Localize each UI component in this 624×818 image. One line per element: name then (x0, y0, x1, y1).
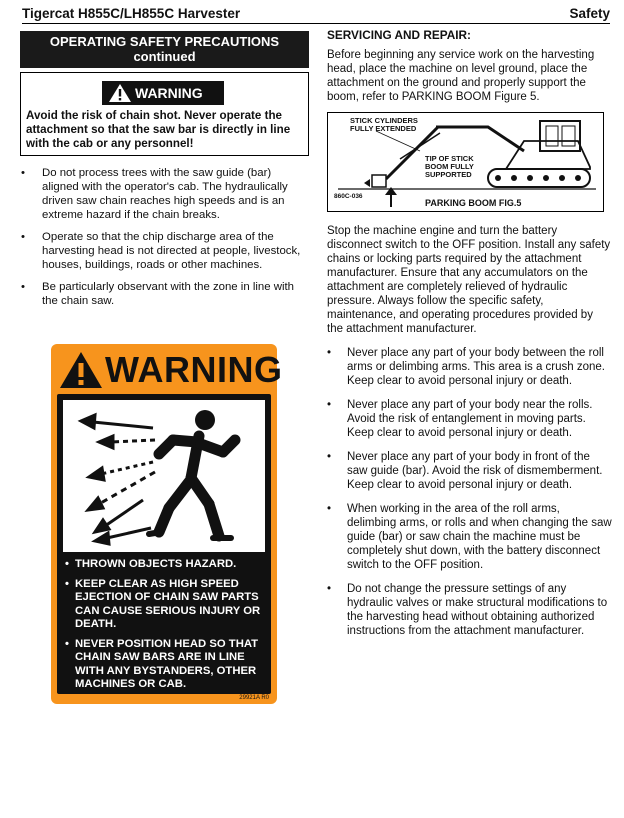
thrown-objects-person-icon (63, 400, 265, 552)
warning-label (102, 81, 224, 105)
decal-panel (57, 394, 271, 694)
section-title (20, 31, 309, 68)
warning-label-text: WARNING (135, 85, 203, 101)
servicing-paragraph: Before beginning any service work on the harvesting head, place the machine on level ground, place the attachment on the ground and properly support the boom, refer to PARKING BOOM Figure 5. (327, 49, 595, 103)
page-header (22, 6, 610, 24)
section-title-continued: continued (133, 49, 196, 64)
decal-item: • NEVER POSITION HEAD SO THAT CHAIN SAW BARS ARE IN LINE WITH ANY BYSTANDERS, OTHER MACHINES OR CAB. (65, 637, 259, 690)
document-title: Tigercat H855C/LH855C Harvester (22, 6, 241, 21)
decal-header (57, 348, 283, 392)
figure-label-tip: TIP OF STICK BOOM FULLY SUPPORTED (425, 154, 474, 179)
parking-boom-figure (327, 112, 604, 212)
warning-decal (51, 344, 283, 704)
warning-triangle-icon (59, 351, 103, 389)
list-item: • Never place any part of your body near the rolls. Avoid the risk of entanglement in moving parts. Keep clear to avoid personal injury or death. (327, 399, 593, 439)
decal-part-code: 29921A R0 (239, 695, 269, 701)
list-item: • When working in the area of the roll arms, delimbing arms, or rolls and when changing the saw guide (bar) or saw chain the machine must be completely shut down, with the battery disconnect switch to the OFF position. (327, 503, 612, 571)
warning-triangle-icon (108, 83, 132, 103)
right-bullet-list (327, 346, 612, 648)
list-item: • Do not process trees with the saw guide (bar) aligned with the operator's cab. The hydraulically driven saw chain reaches high speeds and is an extreme hazard if the chain breaks. (21, 167, 288, 221)
shutdown-paragraph: Stop the machine engine and turn the battery disconnect switch to the OFF position. Install any safety chains or locking parts required by the attachment manufacturer. Ensure that any accumulators on the attachment are completely relieved of hydraulic pressure. Always follow the specific safety, maintenance, and operating procedures provided by the attachment manufacturer. (327, 225, 611, 335)
list-item: • Operate so that the chip discharge area of the harvesting head is not directed at people, livestock, houses, buildings, roads or other machines. (21, 231, 301, 271)
decal-item: • KEEP CLEAR AS HIGH SPEED EJECTION OF CHAIN SAW PARTS CAN CAUSE SERIOUS INJURY OR DEATH. (65, 577, 261, 630)
decal-text-list (65, 558, 265, 698)
chapter-title: Safety (569, 6, 610, 21)
header-rule (22, 23, 610, 24)
section-title-main: OPERATING SAFETY PRECAUTIONS (49, 34, 280, 49)
warning-text: Avoid the risk of chain shot. Never operate the attachment so that the saw bar is directly in line with the cab or any personnel! (26, 109, 291, 150)
decal-item: • THROWN OBJECTS HAZARD. (65, 558, 237, 570)
servicing-heading: SERVICING AND REPAIR: (327, 28, 471, 42)
list-item: • Be particularly observant with the zone in line with the chain saw. (21, 281, 294, 307)
figure-caption: PARKING BOOM FIG.5 (425, 198, 522, 208)
thrown-objects-pictogram (63, 400, 265, 552)
list-item: • Never place any part of your body between the roll arms or delimbing arms. This area is a crush zone. Keep clear to avoid personal injury or death. (327, 347, 605, 387)
left-bullet-list (20, 166, 310, 316)
list-item: • Never place any part of your body in front of the saw guide (bar). Avoid the risk of dismemberment. Keep clear to avoid personal injury or death. (327, 451, 603, 491)
figure-label-cylinders: STICK CYLINDERS FULLY EXTENDED (350, 116, 418, 133)
decal-header-text: WARNING (105, 349, 283, 390)
warning-box (20, 72, 309, 156)
list-item: • Do not change the pressure settings of any hydraulic valves or make structural modifications to the harvesting head without obtaining authorized instructions from the attachment manufacturer. (327, 583, 608, 637)
figure-code: 860C-036 (334, 193, 363, 200)
